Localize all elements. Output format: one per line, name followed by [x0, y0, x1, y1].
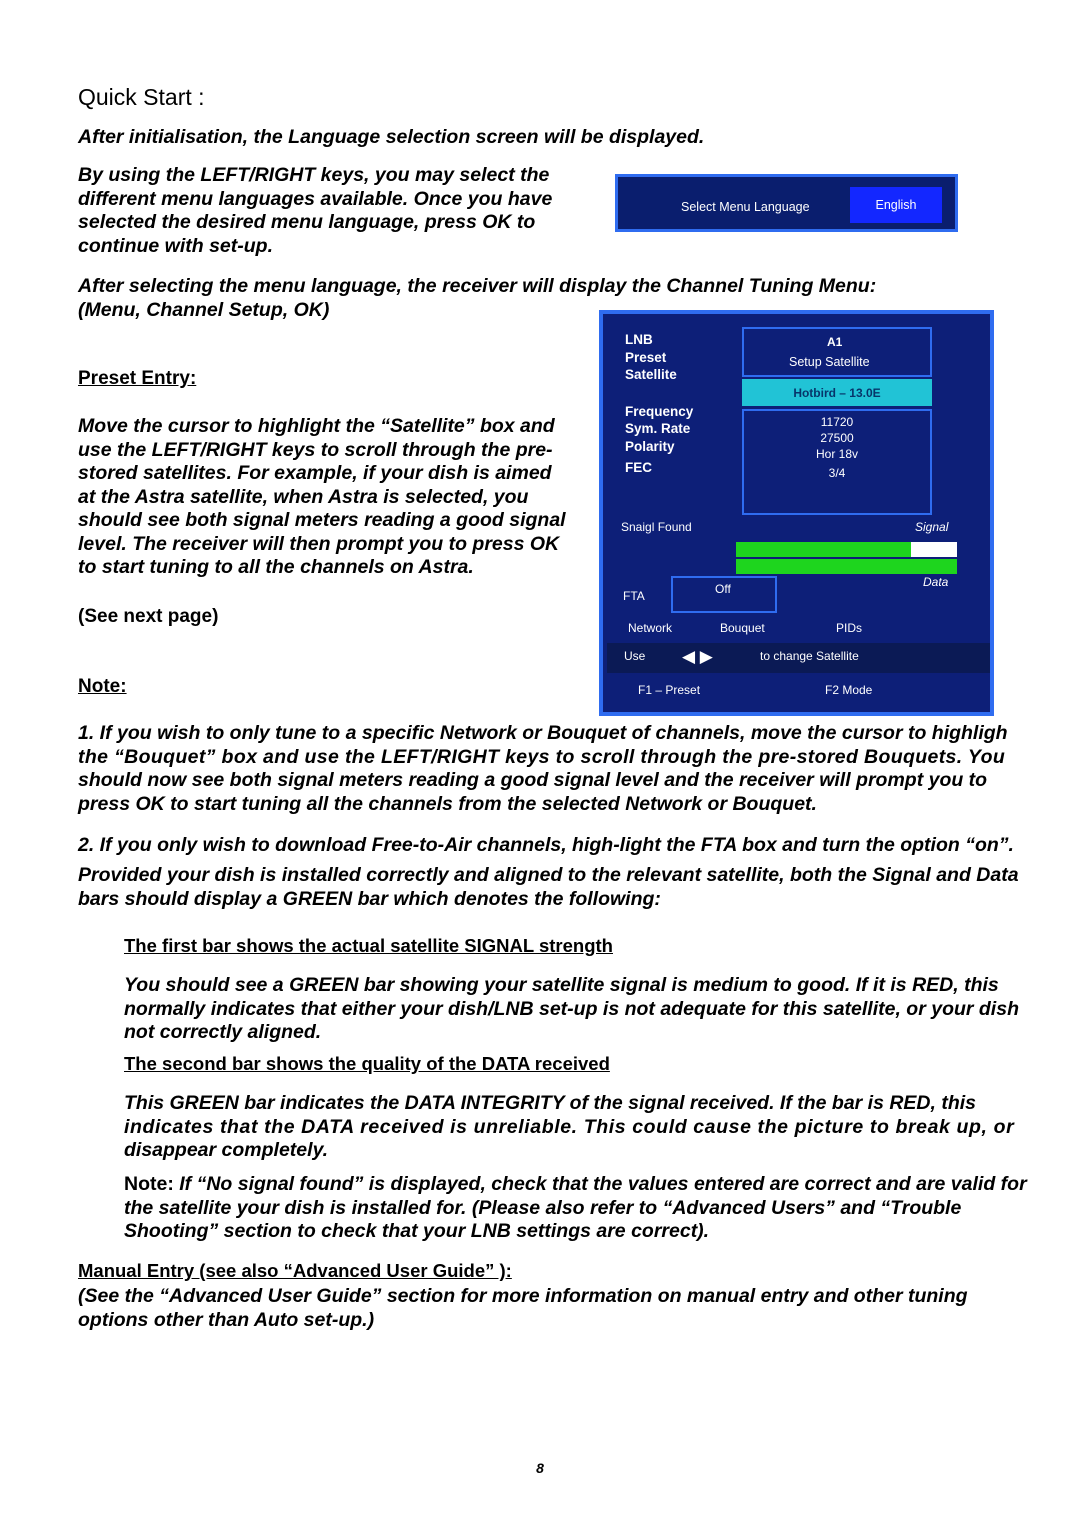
text-line: use the LEFT/RIGHT keys to scroll through the pre- [78, 438, 553, 461]
note-2-paragraph: 2. If you only wish to download Free-to-Air channels, high-light the FTA box and turn the option “on”. [78, 834, 1014, 856]
text-line: should now see both signal meters reading a good signal level and the receiver will prompt you to [78, 769, 988, 791]
text-line: selected the desired menu language, press OK to [78, 211, 536, 233]
lnb-preset-box[interactable] [742, 327, 932, 377]
text-line: Shooting” section to check that your LNB settings are correct). [124, 1220, 710, 1242]
text-line: at the Astra satellite, when Astra is selected, you [78, 485, 529, 508]
preset-entry-heading: Preset Entry: [78, 368, 197, 389]
intro-text: After initialisation, the Language selection screen will be displayed. [78, 126, 705, 148]
manual-entry-paragraph [78, 1285, 1078, 1332]
text-line: the “Bouquet” box and use the LEFT/RIGHT keys to scroll through the pre-stored Bouquets. You [78, 745, 1006, 768]
sym-rate-value: 27500 [820, 431, 854, 445]
fta-label: FTA [623, 589, 645, 603]
note-3-prefix: Note: [124, 1173, 174, 1195]
first-bar-paragraph [124, 974, 1080, 1045]
text-line: Provided your dish is installed correctly and aligned to the relevant satellite, both the Signal and Data [78, 864, 1019, 886]
language-value: English [850, 187, 942, 223]
note-3-line: If “No signal found” is displayed, check that the values entered are correct and are valid for [173, 1173, 1027, 1195]
first-bar-heading: The first bar shows the actual satellite SIGNAL strength [124, 935, 613, 956]
text-line: (Menu, Channel Setup, OK) [78, 298, 330, 321]
page-number: 8 [536, 1460, 544, 1476]
signal-label: Signal [915, 520, 949, 534]
language-selection-screen [615, 174, 958, 232]
text-line: should see both signal meters reading a good signal [78, 509, 566, 531]
label-preset: Preset [625, 350, 667, 365]
text-line [124, 1173, 1080, 1197]
note-3-paragraph [124, 1173, 1080, 1244]
f2-mode-key[interactable]: F2 Mode [825, 683, 873, 697]
second-bar-paragraph [124, 1092, 1080, 1163]
data-bar-fill [736, 559, 957, 574]
text-line: level. The receiver will then prompt you to press OK [78, 532, 560, 555]
preset-paragraph [78, 415, 603, 580]
text-line: different menu languages available. Once you have [78, 187, 553, 210]
text-line: options other than Auto set-up.) [78, 1308, 375, 1331]
lnb-value: A1 [827, 335, 843, 349]
text-line: (See the “Advanced User Guide” section for more information on manual entry and other tuning [78, 1285, 968, 1307]
network-button[interactable]: Network [628, 621, 673, 635]
satellite-selector[interactable]: Hotbird – 13.0E [742, 379, 932, 406]
label-satellite: Satellite [625, 367, 677, 382]
label-lnb: LNB [625, 332, 653, 347]
text-line: stored satellites. For example, if your dish is aimed [78, 462, 552, 484]
pids-button[interactable]: PIDs [836, 621, 863, 635]
text-line: continue with set-up. [78, 234, 273, 257]
signal-bar-fill [736, 542, 911, 557]
text-line: indicates that the DATA received is unreliable. This could cause the picture to break up, or [124, 1115, 1015, 1138]
text-line: to start tuning to all the channels on Astra. [78, 556, 474, 578]
help-bar [607, 643, 990, 673]
manual-entry-heading: Manual Entry (see also “Advanced User Guide” ): [78, 1260, 512, 1281]
left-right-arrows-icon: ◀ ▶ [682, 647, 713, 666]
text-line: normally indicates that either your dish/LNB set-up is not adequate for this satellite, or your dish [124, 997, 1019, 1020]
fta-toggle[interactable] [671, 576, 777, 613]
label-fec: FEC [625, 460, 652, 475]
second-bar-heading: The second bar shows the quality of the DATA received [124, 1053, 610, 1074]
see-next-page: (See next page) [78, 606, 219, 627]
frequency-value: 11720 [820, 415, 854, 429]
signal-bar-track [736, 542, 957, 557]
note-1-paragraph [78, 722, 1080, 816]
select-language-label: Select Menu Language [681, 200, 810, 214]
note-heading: Note: [78, 676, 127, 697]
f1-preset-key[interactable]: F1 – Preset [638, 683, 701, 697]
text-line: You should see a GREEN bar showing your satellite signal is medium to good. If it is RED, this [124, 974, 999, 996]
text-line: This GREEN bar indicates the DATA INTEGRITY of the signal received. If the bar is RED, this [124, 1092, 977, 1114]
help-use-text: Use [624, 649, 646, 663]
text-line: bars should display a GREEN bar which denotes the following: [78, 887, 661, 910]
text-line: By using the LEFT/RIGHT keys, you may select the [78, 164, 550, 186]
text-line: not correctly aligned. [124, 1021, 322, 1043]
fec-value: 3/4 [828, 466, 846, 480]
fta-value: Off [715, 582, 731, 596]
text-line: Move the cursor to highlight the “Satellite” box and [78, 415, 555, 437]
text-line: the satellite your dish is installed for. (Please also refer to “Advanced Users” and “Trouble [124, 1196, 962, 1219]
label-sym-rate: Sym. Rate [625, 421, 691, 436]
language-paragraph [78, 164, 608, 258]
channel-tuning-screen [599, 310, 994, 716]
text-line: After selecting the menu language, the receiver will display the Channel Tuning Menu: [78, 275, 877, 297]
label-polarity: Polarity [625, 439, 675, 454]
signal-found-text: Snaigl Found [621, 520, 692, 534]
text-line: press OK to start tuning all the channels from the selected Network or Bouquet. [78, 792, 817, 815]
data-label: Data [923, 575, 949, 589]
tuning-parameters-box [742, 409, 932, 515]
data-bar-track [736, 559, 957, 574]
polarity-value: Hor 18v [815, 447, 859, 461]
bouquet-button[interactable]: Bouquet [720, 621, 765, 635]
help-change-satellite-text: to change Satellite [760, 649, 859, 663]
setup-satellite-label: Setup Satellite [789, 355, 870, 369]
label-frequency: Frequency [625, 404, 694, 419]
page-title: Quick Start : [78, 84, 205, 110]
provided-paragraph [78, 864, 1080, 911]
text-line: disappear completely. [124, 1139, 329, 1161]
text-line: 1. If you wish to only tune to a specific Network or Bouquet of channels, move the cursor to highligh [78, 722, 1008, 744]
